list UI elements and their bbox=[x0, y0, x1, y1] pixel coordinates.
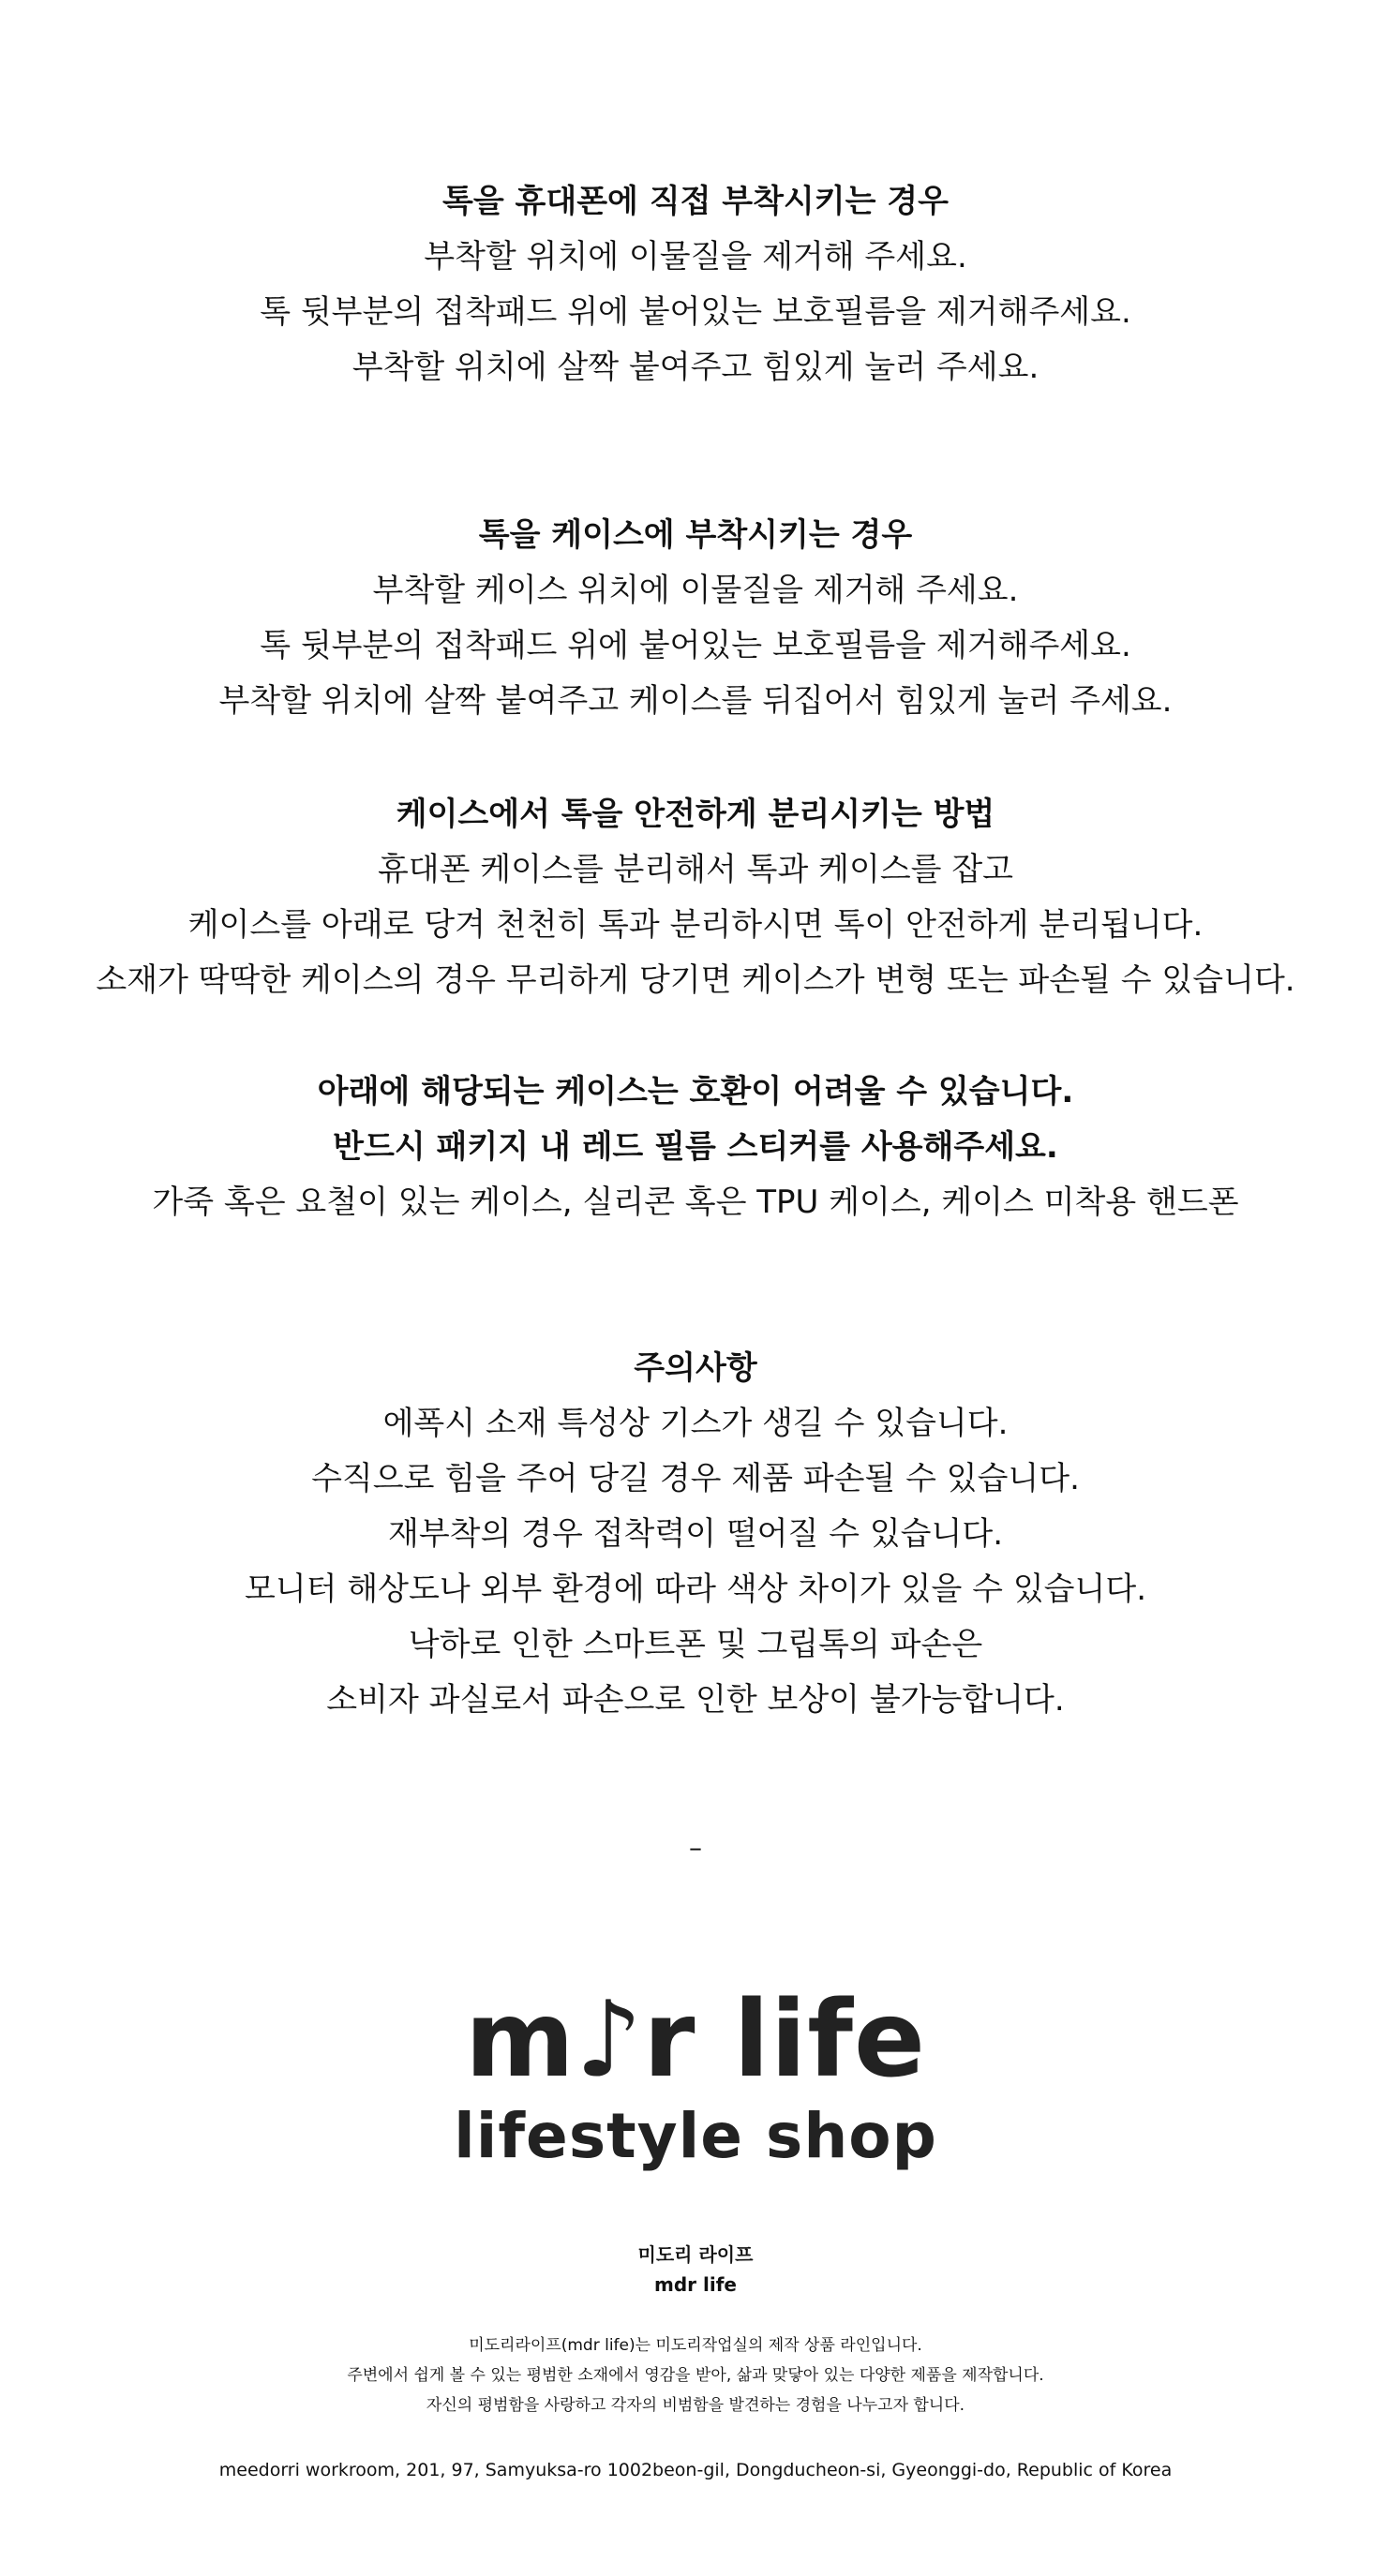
section-heading: 반드시 패키지 내 레드 필름 스티커를 사용해주세요. bbox=[333, 1128, 1058, 1166]
section-safe-removal bbox=[0, 787, 1391, 1008]
instruction-line: 부착할 위치에 살짝 붙여주고 힘있게 눌러 주세요. bbox=[351, 349, 1040, 386]
caution-line: 낙하로 인한 스마트폰 및 그립톡의 파손은 bbox=[408, 1626, 983, 1663]
caution-line: 모니터 해상도나 외부 환경에 따라 색상 차이가 있을 수 있습니다. bbox=[244, 1571, 1147, 1608]
section-cautions bbox=[0, 1341, 1391, 1728]
brand-description bbox=[0, 2330, 1391, 2420]
section-case-attach bbox=[0, 508, 1391, 729]
caution-line: 수직으로 힘을 주어 당길 경우 제품 파손될 수 있습니다. bbox=[311, 1460, 1080, 1497]
caution-line: 재부착의 경우 접착력이 떨어질 수 있습니다. bbox=[387, 1515, 1004, 1553]
description-line: 미도리라이프(mdr life)는 미도리작업실의 제작 상품 라인입니다. bbox=[469, 2336, 922, 2355]
section-heading: 케이스에서 톡을 안전하게 분리시키는 방법 bbox=[396, 796, 995, 833]
instruction-line: 가죽 혹은 요철이 있는 케이스, 실리콘 혹은 TPU 케이스, 케이스 미착용 핸드폰 bbox=[152, 1184, 1239, 1221]
instruction-line: 톡 뒷부분의 접착패드 위에 붙어있는 보호필름을 제거해주세요. bbox=[260, 627, 1131, 664]
instruction-line: 케이스를 아래로 당겨 천천히 톡과 분리하시면 톡이 안전하게 분리됩니다. bbox=[187, 906, 1204, 944]
logo-tagline: lifestyle shop bbox=[454, 2100, 937, 2172]
instruction-line: 부착할 케이스 위치에 이물질을 제거해 주세요. bbox=[372, 572, 1019, 609]
instruction-line: 소재가 딱딱한 케이스의 경우 무리하게 당기면 케이스가 변형 또는 파손될 수 있습니다. bbox=[96, 961, 1295, 999]
logo-wordmark: m♪r life bbox=[465, 1979, 926, 2101]
brand-name-english: mdr life bbox=[654, 2273, 737, 2296]
instruction-line: 부착할 위치에 살짝 붙여주고 케이스를 뒤집어서 힘있게 눌러 주세요. bbox=[218, 682, 1173, 720]
caution-line: 에폭시 소재 특성상 기스가 생길 수 있습니다. bbox=[382, 1405, 1009, 1442]
brand-name-korean: 미도리 라이프 bbox=[637, 2243, 754, 2266]
section-heading: 아래에 해당되는 케이스는 호환이 어려울 수 있습니다. bbox=[317, 1073, 1074, 1110]
section-heading: 주의사항 bbox=[634, 1349, 757, 1387]
section-heading: 톡을 휴대폰에 직접 부착시키는 경우 bbox=[441, 183, 949, 220]
brand-name bbox=[0, 2240, 1391, 2300]
instruction-line: 휴대폰 케이스를 분리해서 톡과 케이스를 잡고 bbox=[377, 851, 1014, 888]
instruction-line: 톡 뒷부분의 접착패드 위에 붙어있는 보호필름을 제거해주세요. bbox=[260, 293, 1131, 331]
description-line: 자신의 평범함을 사랑하고 각자의 비범함을 발견하는 경험을 나누고자 합니다. bbox=[426, 2396, 965, 2415]
divider: – bbox=[689, 1832, 702, 1863]
company-address: meedorri workroom, 201, 97, Samyuksa-ro 1002beon-gil, Dongducheon-si, Gyeonggi-do, Republic of Korea bbox=[218, 2460, 1173, 2480]
description-line: 주변에서 쉽게 볼 수 있는 평범한 소재에서 영감을 받아, 삶과 맞닿아 있는 다양한 제품을 제작합니다. bbox=[347, 2366, 1044, 2385]
section-direct-attach bbox=[0, 174, 1391, 395]
section-compatibility bbox=[0, 1065, 1391, 1230]
section-heading: 톡을 케이스에 부착시키는 경우 bbox=[478, 516, 913, 554]
brand-logo bbox=[0, 1979, 1391, 2175]
caution-line: 소비자 과실로서 파손으로 인한 보상이 불가능합니다. bbox=[326, 1681, 1065, 1719]
instruction-line: 부착할 위치에 이물질을 제거해 주세요. bbox=[424, 238, 967, 275]
